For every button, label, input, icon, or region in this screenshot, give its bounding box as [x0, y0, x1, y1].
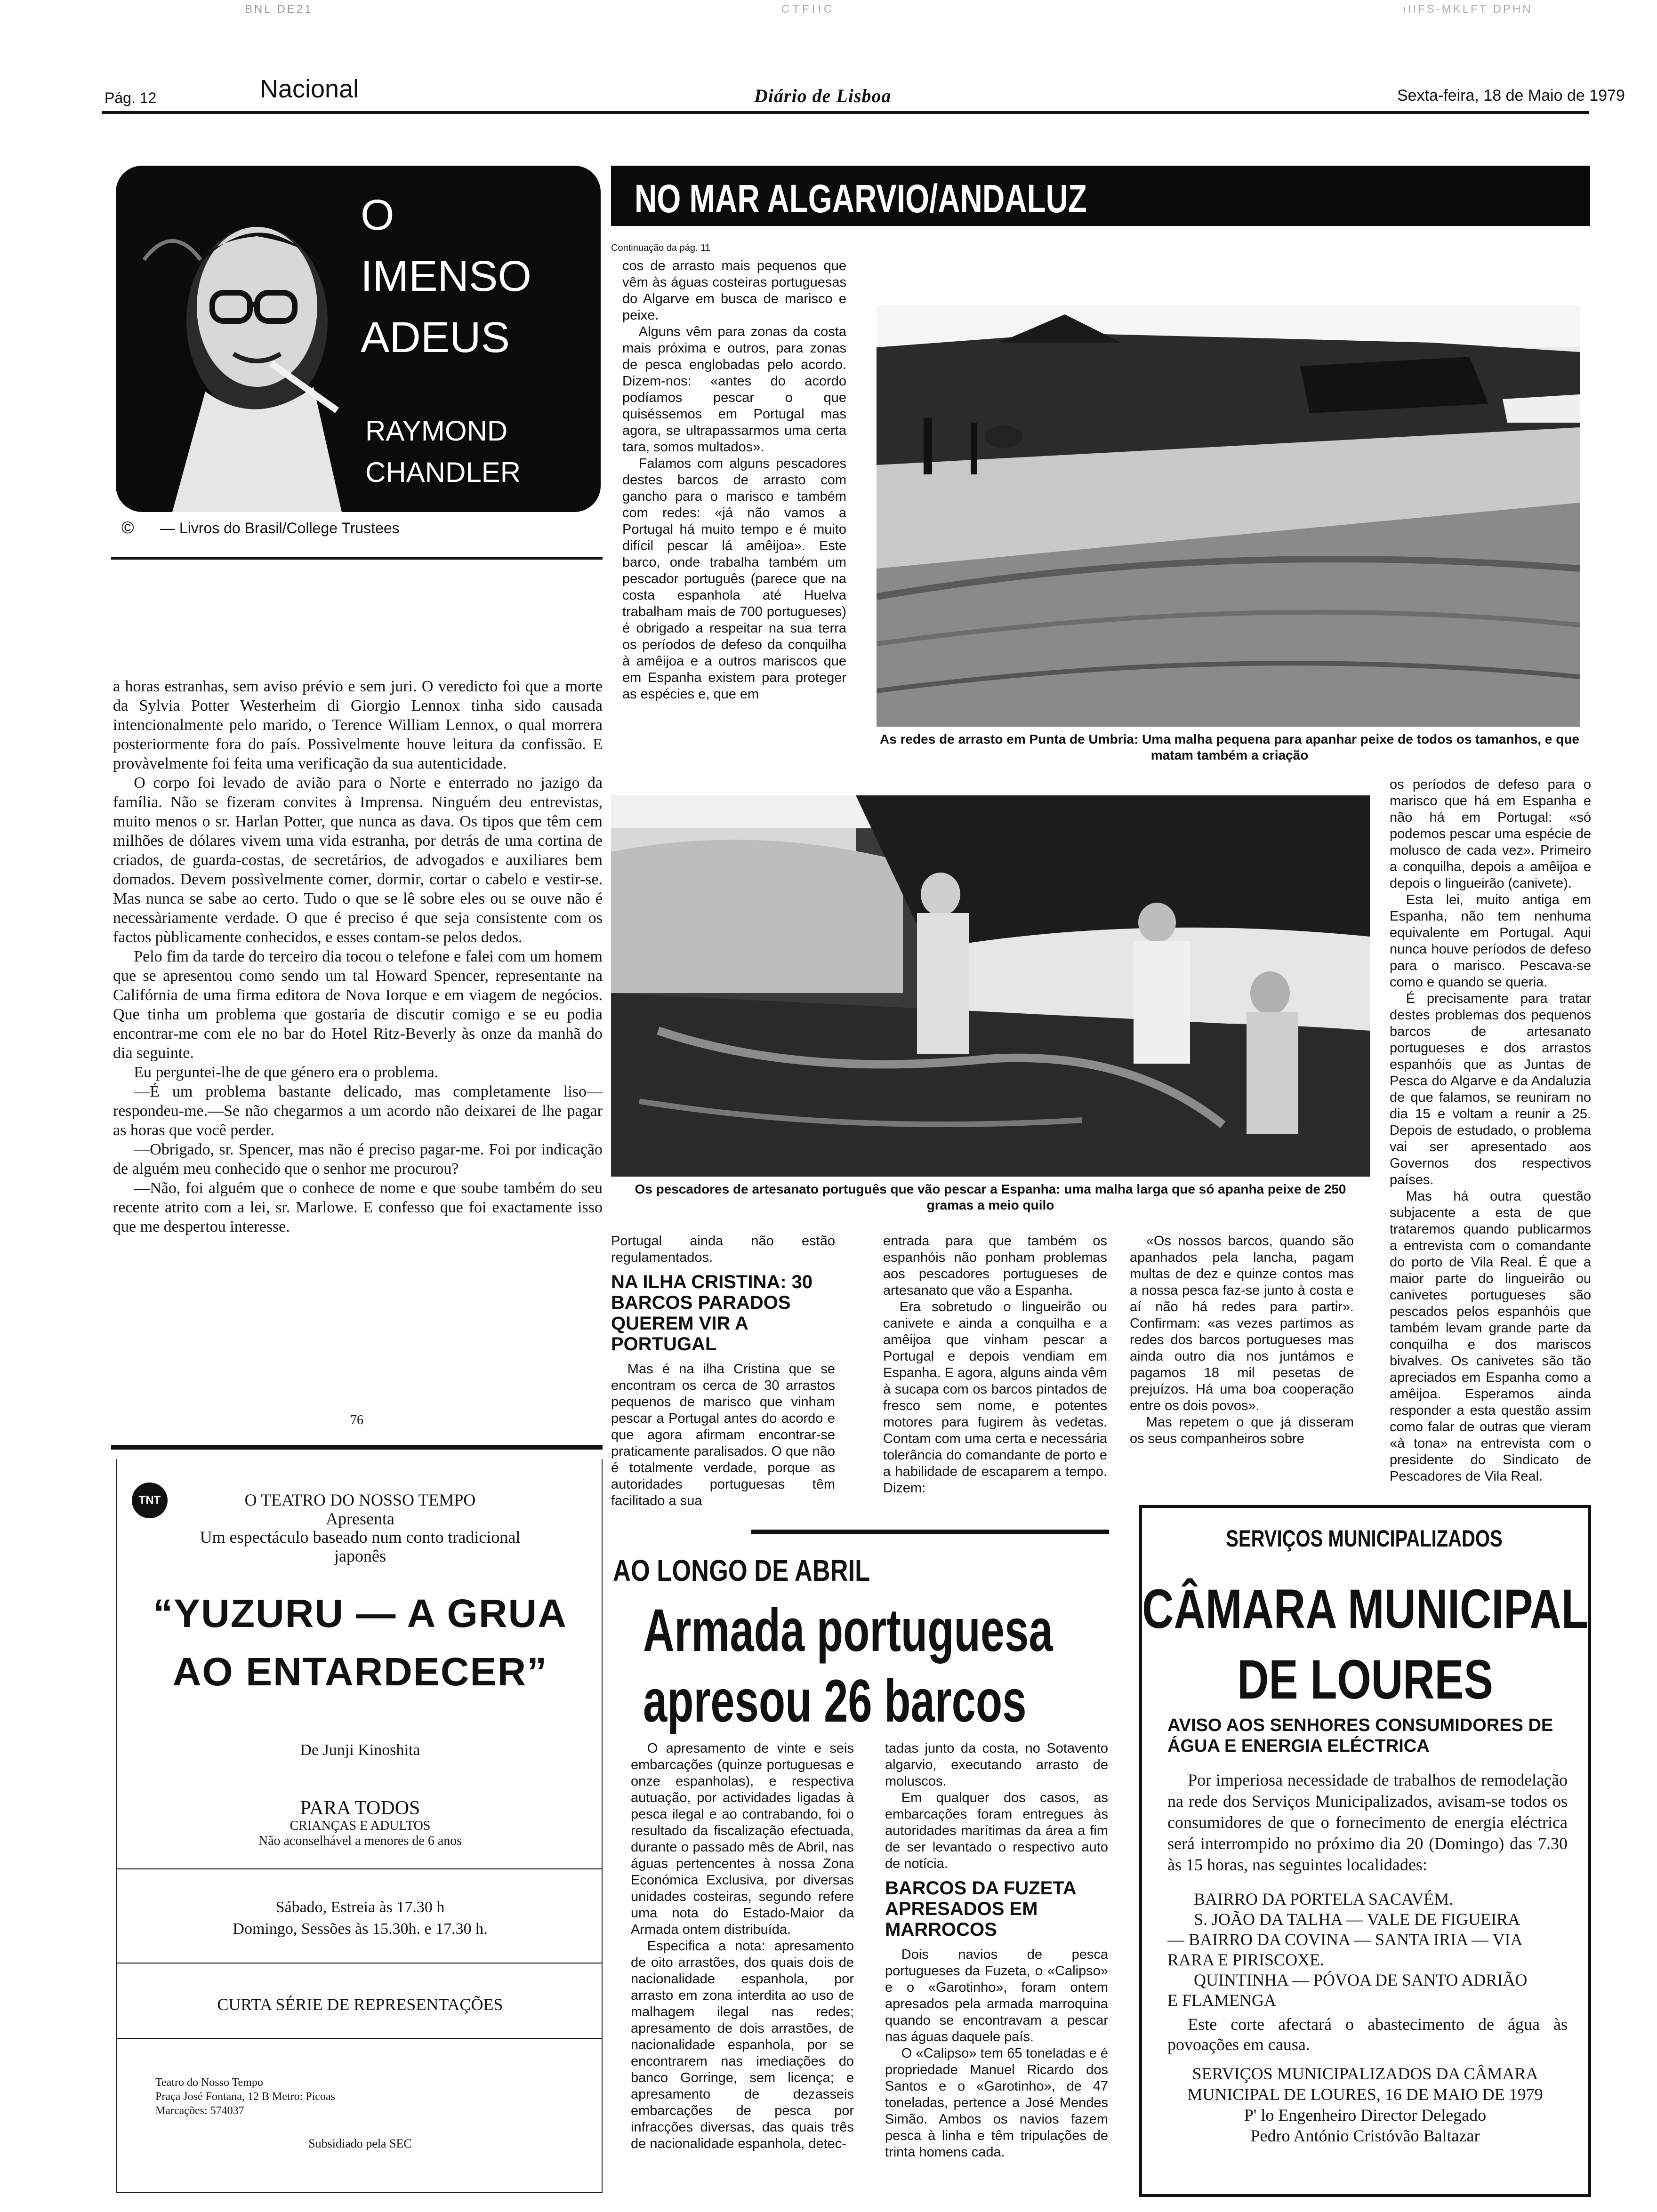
armada-kicker: AO LONGO DE ABRIL	[613, 1554, 870, 1587]
armada-headline-line: apresou 26 barcos	[643, 1667, 1027, 1735]
armada-top-rule	[751, 1530, 1109, 1534]
ilha-cristina-subhead: NA ILHA CRISTINA: 30 BARCOS PARADOS QUEREM VIR A PORTUGAL	[611, 1272, 813, 1354]
article-paragraph: Em qualquer dos casos, as embarcações foram entregues às autoridades marítimas da área a fim de ser levantado o respectivo auto de notícia.	[885, 1790, 1108, 1871]
notice-line: ÁGUA E ENERGIA ELÉCTRICA	[1167, 1736, 1430, 1756]
photo-fishing-nets	[877, 305, 1580, 727]
address-line: Marcações: 574037	[155, 2105, 244, 2117]
photo-fishermen-caption: Os pescadores de artesanato português que vão pescar a Espanha: uma malha larga que só apanha peixe de 250 gramas a meio quilo	[635, 1182, 1346, 1212]
performance-series: CURTA SÉRIE DE REPRESENTAÇÕES	[217, 1995, 503, 2014]
signature-line: P' lo Engenheiro Director Delegado	[1244, 2106, 1487, 2124]
photo-nets-caption: As redes de arrasto em Punta de Umbria: Uma malha pequena para apanhar peixe de todos os tamanhos, e que matam também a criação	[880, 732, 1579, 762]
serial-paragraph: Pelo fim da tarde do terceiro dia tocou o telefone e falei com um homem que se apresentou como sendo um tal Howard Spencer, representante na Califórnia de uma firma editora de Nova Iorque e em viagem de negócios. Que tinha um problema que gostaria de discutir comigo e se eu podia encontrar-me com ele no bar do Hotel Ritz-Beverly às onze da manhã do dia seguinte.	[113, 948, 603, 1062]
theatre-address	[155, 2076, 335, 2118]
audience: PARA TODOS	[300, 1797, 420, 1819]
scan-noise-left: BNL DE21	[245, 3, 313, 16]
article-paragraph: Dois navios de pesca portugueses da Fuzeta, o «Calipso» e o «Garotinho», foram ontem apresados pela armada marroquina quando se encontravam a pescar nas águas daquele país.	[885, 1947, 1108, 2044]
address-line: Praça José Fontana, 12 B Metro: Picoas	[155, 2091, 335, 2103]
serial-author-line: CHANDLER	[365, 457, 521, 488]
armada-col2	[885, 1740, 1108, 2197]
article-paragraph: Mas repetem o que já disseram os seus companheiros sobre	[1130, 1415, 1354, 1446]
photo-nets-image	[877, 305, 1580, 727]
theatre-subtitle: Um espectáculo baseado num conto tradicional japonês	[200, 1528, 521, 1565]
article-paragraph: Portugal ainda não estão regulamentados.	[611, 1234, 835, 1265]
algarve-headline: NO MAR ALGARVIO/ANDALUZ	[635, 176, 1087, 221]
armada-headline-line: Armada portuguesa	[643, 1597, 1053, 1664]
section-title: Nacional	[260, 75, 359, 103]
algarve-lower-col1	[611, 1233, 835, 1508]
signature-line: Pedro António Cristóvão Baltazar	[1250, 2126, 1480, 2145]
scan-noise-center: CTFIIC	[781, 3, 835, 16]
signature-line: SERVIÇOS MUNICIPALIZADOS DA CÂMARA	[1192, 2064, 1538, 2083]
play-title-line: AO ENTARDECER”	[172, 1650, 548, 1694]
loures-body: Por imperiosa necessidade de trabalhos de remodelação na rede dos Serviços Municipalizados, avisam-se todos os consumidores de que o fornecimento de energia eléctrica será interrompido no próximo dia 20 (Domingo) das 7.30 às 15 horas, nas seguintes localidades:	[1167, 1771, 1568, 1874]
continued-note: Continuação da pág. 11	[611, 243, 710, 253]
article-paragraph: Mas é na ilha Cristina que se encontram os cerca de 30 arrastos pequenos de marisco que vinham pescar a Portugal antes do acordo e que agora afirmam encontrar-se praticamente paralisados. O que não é totalmente verdade, porque as autoridades portuguesas têm facilitado a sua	[611, 1362, 835, 1508]
algarve-lower-col3	[1130, 1233, 1354, 1497]
article-paragraph: O «Calipso» tem 65 toneladas e é propriedade Manuel Ricardo dos Santos e o «Garotinho», de 47 toneladas, pertence a José Mendes Simão. Ambos os navios fazem pesca à linha e têm tripulações de trinta homens cada.	[885, 2046, 1108, 2160]
serial-paragraph: —É um problema bastante delicado, mas completamente liso—respondeu-me.—Se não chegarmos a um acordo não deixarei de lhe pagar as horas que você perder.	[113, 1083, 603, 1139]
loures-ad	[1139, 1505, 1591, 2197]
scan-noise-right: ıIIFS-MKLFT DPHN	[1403, 3, 1533, 16]
page-number: Pág. 12	[105, 89, 157, 106]
newspaper-name: Diário de Lisboa	[754, 85, 892, 106]
loures-title-line: CÂMARA MUNICIPAL	[1142, 1578, 1588, 1640]
place-line: QUINTINHA — PÓVOA DE SANTO ADRIÃO	[1194, 1971, 1528, 1989]
place-line: RARA E PIRISCOXE.	[1167, 1950, 1325, 1969]
notice-line: AVISO AOS SENHORES CONSUMIDORES DE	[1167, 1715, 1553, 1735]
play-title-line: “YUZURU — A GRUA	[153, 1591, 567, 1635]
serial-author-line: RAYMOND	[365, 415, 508, 447]
serial-title-line: IMENSO	[361, 252, 531, 300]
algarve-headline-bar	[611, 166, 1590, 226]
serial-text	[113, 677, 603, 1392]
theatre-presents: Apresenta	[326, 1509, 394, 1528]
serial-bottom-rule	[111, 1445, 603, 1450]
serial-author	[365, 410, 521, 493]
theatre-divider	[117, 1868, 602, 1869]
address-line: Teatro do Nosso Tempo	[155, 2076, 263, 2089]
fuzeta-subhead: BARCOS DA FUZETA APRESADOS EM MARROCOS	[885, 1878, 1076, 1940]
article-paragraph: Alguns vêm para zonas da costa mais próxima e outros, para zonas de pesca englobadas pelo acordo. Dizem-nos: «antes do acordo podíamos pescar o que quiséssemos em Portugal mas agora, se ultrapassarmos uma certa tara, somos multados».	[622, 324, 846, 455]
photo-fishermen	[611, 795, 1370, 1177]
photo-fishermen-image	[611, 795, 1370, 1177]
serial-copyright: — Livros do Brasil/College Trustees	[160, 520, 400, 537]
armada-headline	[643, 1595, 1053, 1737]
place-line: BAIRRO DA PORTELA SACAVÉM.	[1194, 1890, 1454, 1908]
serial-page-number: 76	[350, 1413, 363, 1427]
theatre-sponsor: Subsidiado pela SEC	[308, 2137, 412, 2150]
article-paragraph: Mas há outra questão subjacente a esta de que trataremos quando publicarmos a entrevista com o comandante do porto de Vila Real. É que a maior parte do lingueirão ou canivetes portugueses são pescados pelos espanhóis que também levam grande parte da conquilha e dos mariscos bivalves. Os canivetes são tão apreciados em Espanha como a amêijoa. Esperamos ainda responder a esta questão assim como falar de outras que vieram «à tona» na entrevista com o presidente do Sindicato de Pescadores de Vila Real.	[1390, 1189, 1591, 1484]
article-paragraph: Esta lei, muito antiga em Espanha, não tem nenhuma equivalente em Portugal. Aqui nunca houve períodos de defeso para o marisco. Pescava-se como e quando se queria.	[1390, 892, 1591, 990]
loures-footer: Este corte afectará o abastecimento de água às povoações em causa.	[1167, 2015, 1568, 2054]
chandler-portrait	[116, 166, 361, 512]
serial-paragraph: —Obrigado, sr. Spencer, mas não é preciso pagar-me. Foi por indicação de alguém meu conhecido que o senhor me procurou?	[113, 1141, 603, 1178]
place-line: E FLAMENGA	[1167, 1991, 1276, 2010]
article-paragraph: «Os nossos barcos, quando são apanhados pela lancha, pagam multas de dez e quinze contos mas a nossa pesca faz-se junto à costa e aí não há redes para partir». Confirmam: «as vezes partimos as redes dos barcos portugueses mas ainda outro dia nos juntámos e pagamos 18 mil pesetas de prejuízos. Há uma boa cooperação entre os dois povos».	[1130, 1234, 1354, 1413]
theatre-logo: TNT	[132, 1483, 168, 1518]
place-line: — BAIRRO DA COVINA — SANTA IRIA — VIA	[1167, 1930, 1523, 1949]
serial-title-line: ADEUS	[361, 313, 510, 361]
article-paragraph: cos de arrasto mais pequenos que vêm às águas costeiras portuguesas do Algarve em busca de marisco e peixe.	[622, 258, 846, 323]
loures-signature	[1142, 2063, 1588, 2146]
serial-title-line: O	[361, 191, 394, 239]
schedule-line: Sábado, Estreia às 17.30 h	[275, 1899, 445, 1916]
signature-line: MUNICIPAL DE LOURES, 16 DE MAIO DE 1979	[1187, 2085, 1543, 2104]
theatre-ad	[116, 1459, 603, 2193]
place-line: S. JOÃO DA TALHA — VALE DE FIGUEIRA	[1194, 1910, 1520, 1929]
serial-rule	[111, 557, 603, 560]
theatre-org: O TEATRO DO NOSSO TEMPO	[244, 1491, 476, 1509]
serial-title-box	[116, 166, 601, 512]
algarve-lower-col2	[883, 1233, 1107, 1497]
article-paragraph: É precisamente para tratar destes problemas dos pequenos barcos de artesanato portugueses e dos arrastos espanhóis que as Juntas de Pesca do Algarve e da Andaluzia de que falamos, se reuniram no dia 15 e voltam a reunir a 25. Depois de estudado, o problema vai ser apresentado aos Governos dos respectivos países.	[1390, 991, 1591, 1187]
serial-title	[361, 184, 531, 368]
loures-title	[1142, 1574, 1588, 1715]
article-paragraph: os períodos de defeso para o marisco que há em Espanha e não há em Portugal: «só podemos pescar uma espécie de molusco de cada vez». Primeiro a conquilha, depois a amêijoa e depois o lingueirão (canivete).	[1390, 777, 1591, 891]
article-paragraph: entrada para que também os espanhóis não ponham problemas aos pescadores portugueses de artesanato que vão a Espanha.	[883, 1234, 1107, 1298]
article-paragraph: tadas junto da costa, no Sotavento algarvio, executando arrasto de moluscos.	[885, 1741, 1108, 1789]
playwright: De Junji Kinoshita	[300, 1741, 420, 1759]
audience-sub: CRIANÇAS E ADULTOS	[290, 1819, 431, 1833]
age-restriction: Não aconselhável a menores de 6 anos	[258, 1834, 462, 1848]
copyright-symbol: ©	[121, 518, 134, 537]
loures-notice	[1167, 1715, 1553, 1756]
serial-paragraph: O corpo foi levado de avião para o Norte e enterrado no jazigo da família. Não se fizeram convites à Imprensa. Ninguém deu entrevistas, muito menos o sr. Harlan Potter, que nunca as dava. Os tipos que têm cem milhões de dólares vivem uma vida estranha, por detrás de uma cortina de criados, de guarda-costas, de secretários, de advogados e auxiliares bem domados. Devem possìvelmente comer, dormir, cortar o cabelo e vestir-se. Mas nunca se sabe ao certo. Tudo o que se lê sobre eles ou se ouve não é necessàriamente verdade. O que é preciso é que seja consistente com os factos pùblicamente conhecidos, e esses contam-se pelos dedos.	[113, 774, 603, 946]
schedule	[117, 1897, 603, 1940]
issue-date: Sexta-feira, 18 de Maio de 1979	[1397, 87, 1625, 104]
loures-places	[1167, 1889, 1568, 2011]
theatre-divider	[117, 1963, 602, 1964]
article-paragraph: Era sobretudo o lingueirão ou canivete e ainda a conquilha e a amêijoa que vinham pescar a Portugal e depois vendiam em Espanha. E agora, alguns ainda vêm à sucapa com os barcos pintados de fresco sem nome, e potentes motores para fugirem às vedetas. Contam com uma certa e necessária tolerância do comandante de porto e a habilidade de escaparem a tempo. Dizem:	[883, 1299, 1107, 1496]
article-paragraph: Especifica a nota: apresamento de oito arrastões, dos quais dois de nacionalidade espanhola, por arrasto em zona interdita ao uso de malhagem ilegal nas redes; apresamento de dois arrastões, de nacionalidade espanhola, por se encontrarem nas imediações do banco Gorringe, sem licença; e apresamento de dezasseis embarcações de pesca por infracções diversas, das quais três de nacionalidade espanhola, detec-	[631, 1939, 854, 2151]
serial-paragraph: —Não, foi alguém que o conhece de nome e que soube também do seu recente atrito com a lei, sr. Marlowe. E confesso que foi exactamente isso que me despertou interesse.	[113, 1179, 603, 1235]
serial-paragraph: Eu perguntei-lhe de que género era o problema.	[134, 1064, 439, 1081]
header-rule	[102, 111, 1589, 114]
theatre-divider	[117, 2038, 602, 2039]
article-paragraph: Falamos com alguns pescadores destes barcos de arrasto com gancho para o marisco e também com redes: «já não vamos a Portugal há muito tempo e é muito difícil pescar lá amêijoa». Este barco, onde trabalha também um pescador português (parece que na costa espanhola até Huelva trabalham mais de 700 portugueses) é obrigado a respeitar na sua terra os períodos de defeso da conquilha à amêijoa e a outros mariscos que em Espanha existem para proteger as espécies e, que em	[622, 456, 846, 702]
serial-paragraph: a horas estranhas, sem aviso prévio e sem juri. O veredicto foi que a morte da Sylvia Potter Westerheim di Giorgio Lennox tinha sido causada intencionalmente pelo marido, o Terence William Lennox, o qual morrera posteriormente fora do país. Possìvelmente houve leitura da confissão. E provàvelmente foi feita uma verificação da sua autenticidade.	[113, 678, 603, 772]
algarve-col1	[622, 258, 846, 761]
play-title	[117, 1584, 603, 1701]
algarve-right-col	[1390, 777, 1591, 1506]
loures-title-line: DE LOURES	[1237, 1649, 1493, 1711]
loures-org: SERVIÇOS MUNICIPALIZADOS	[1226, 1525, 1503, 1552]
schedule-line: Domingo, Sessões às 15.30h. e 17.30 h.	[233, 1920, 488, 1938]
armada-col1	[631, 1740, 854, 2197]
article-paragraph: O apresamento de vinte e seis embarcações (quinze portuguesas e onze espanholas), e respectiva autuação, por actividades ligadas à pesca ilegal e ao contrabando, foi o resultado da fiscalização efectuada, durante o passado mês de Abril, nas águas pertencentes à nossa Zona Económica Exclusiva, por diversas unidades costeiras, segundo refere uma nota do Estado-Maior da Armada ontem distribuída.	[631, 1741, 854, 1937]
